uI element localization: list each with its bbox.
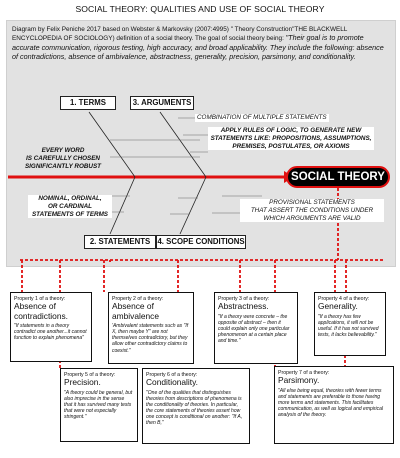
property-6-name: Conditionality.: [146, 377, 198, 387]
property-4-heading: Property 4 of a theory:: [318, 296, 370, 302]
rules-note: [208, 127, 374, 150]
nominal-note: [28, 195, 112, 218]
property-1-heading: Property 1 of a theory:: [14, 296, 66, 302]
property-box-1: [10, 292, 92, 362]
property-6-heading: Property 6 of a theory:: [146, 372, 198, 378]
property-box-5: [60, 368, 138, 442]
property-4-description: "If a theory has few applications, it will not be useful. If it has not survived tests, it lacks believability.": [318, 313, 379, 338]
property-5-name: Precision.: [64, 377, 101, 387]
every-line-1: EVERY WORD: [41, 147, 85, 154]
nominal-line-2: OR CARDINAL: [47, 202, 93, 210]
terms-box: [60, 96, 116, 110]
rules-line-3: PREMISES, POSTULATES, OR AXIOMS: [232, 142, 350, 150]
property-box-2: [108, 292, 194, 364]
property-box-3: [214, 292, 298, 364]
every-word-note: [14, 147, 112, 170]
property-2-name: Absence of ambivalence: [112, 301, 160, 321]
property-box-6: [142, 368, 250, 444]
provisional-note: [240, 199, 384, 222]
social-theory-oval: SOCIAL THEORY: [286, 166, 390, 188]
nominal-line-1: NOMINAL, ORDINAL,: [38, 195, 102, 202]
rules-line-1: APPLY RULES OF LOGIC, TO GENERATE NEW: [220, 127, 362, 134]
provisional-line-2: THAT ASSERT THE CONDITIONS UNDER: [250, 206, 374, 214]
property-5-heading: Property 5 of a theory:: [64, 372, 116, 378]
rules-line-2: STATEMENTS LIKE: PROPOSITIONS, ASSUMPTIONS,: [210, 134, 372, 142]
property-7-description: "All else being equal, theories with fewer terms and statements are preferable to those having more terms and statements. This facilitates communication, as well as logical and empirical analysis of the theory.: [278, 387, 384, 418]
provisional-line-1: PROVISIONAL STATEMENTS: [269, 199, 355, 206]
scope-conditions-box: [156, 235, 246, 249]
property-3-description: "If a theory were concrete – the opposite of abstract – then it could explain only one particular phenomenon at a certain place and time.": [218, 313, 290, 344]
statements-label: 2. STATEMENTS: [89, 237, 151, 246]
intro-source: Diagram by Felix Peniche 2017 based on Webster & Markovsky (2007:4995) " Theory Construction"THE BLACKWELL ENCYCLOPEDIA OF SOCIOLOGY) definition of a social theory. The goal of social theory being:: [12, 26, 348, 43]
arguments-label: 3. ARGUMENTS: [132, 98, 192, 107]
property-3-name: Abstractness.: [218, 301, 269, 311]
arguments-box: [130, 96, 194, 110]
statements-box: [84, 235, 156, 249]
diagram-title: SOCIAL THEORY: QUALITIES AND USE OF SOCIAL THEORY: [75, 4, 325, 14]
property-3-heading: Property 3 of a theory:: [218, 296, 270, 302]
every-line-3: SIGNIFICANTLY ROBUST: [24, 162, 102, 170]
provisional-line-3: WHICH ARGUMENTS ARE VALID: [263, 214, 361, 222]
property-box-4: [314, 292, 386, 356]
property-2-description: 'Ambivalent statements such as "If X, then maybe Y" are not themselves contradictory, but they allow other contradictory claims to coexist.": [112, 323, 189, 354]
terms-label: 1. TERMS: [70, 98, 106, 107]
property-2-heading: Property 2 of a theory:: [112, 296, 164, 302]
property-box-7: [274, 366, 394, 444]
every-line-2: IS CAREFULLY CHOSEN: [26, 154, 100, 162]
property-7-heading: Property 7 of a theory:: [278, 370, 330, 376]
property-7-name: Parsimony.: [278, 375, 320, 385]
intro-quote: "Their goal is to promote accurate communication, rigorous testing, high accuracy, and broad applicability. They include the following: absence of contradictions, absence of ambivalence, abstractness, generality, precision, parsimony, and conditionality.: [12, 33, 384, 62]
nominal-line-3: STATEMENTS OF TERMS: [31, 210, 109, 218]
property-4-name: Generality.: [318, 301, 358, 311]
property-1-name: Absence of contradictions.: [14, 301, 68, 321]
scope-label: 4. SCOPE CONDITIONS: [157, 237, 245, 246]
property-5-description: "A theory could be general, but also imprecise in the sense that it has survived many tests that were not especially stringent.": [64, 389, 133, 420]
property-1-description: "If statements in a theory contradict one another...it cannot function to explain phenomena": [14, 323, 87, 342]
property-6-description: "One of the qualities that distinguishes theories from descriptions of phenomena is the conditionality of theories. In particular, the core statements of theories assert how one concept is conditional on another: "If A, then B,": [146, 389, 243, 427]
combination-note: COMBINATION OF MULTIPLE STATEMENTS: [197, 114, 327, 121]
